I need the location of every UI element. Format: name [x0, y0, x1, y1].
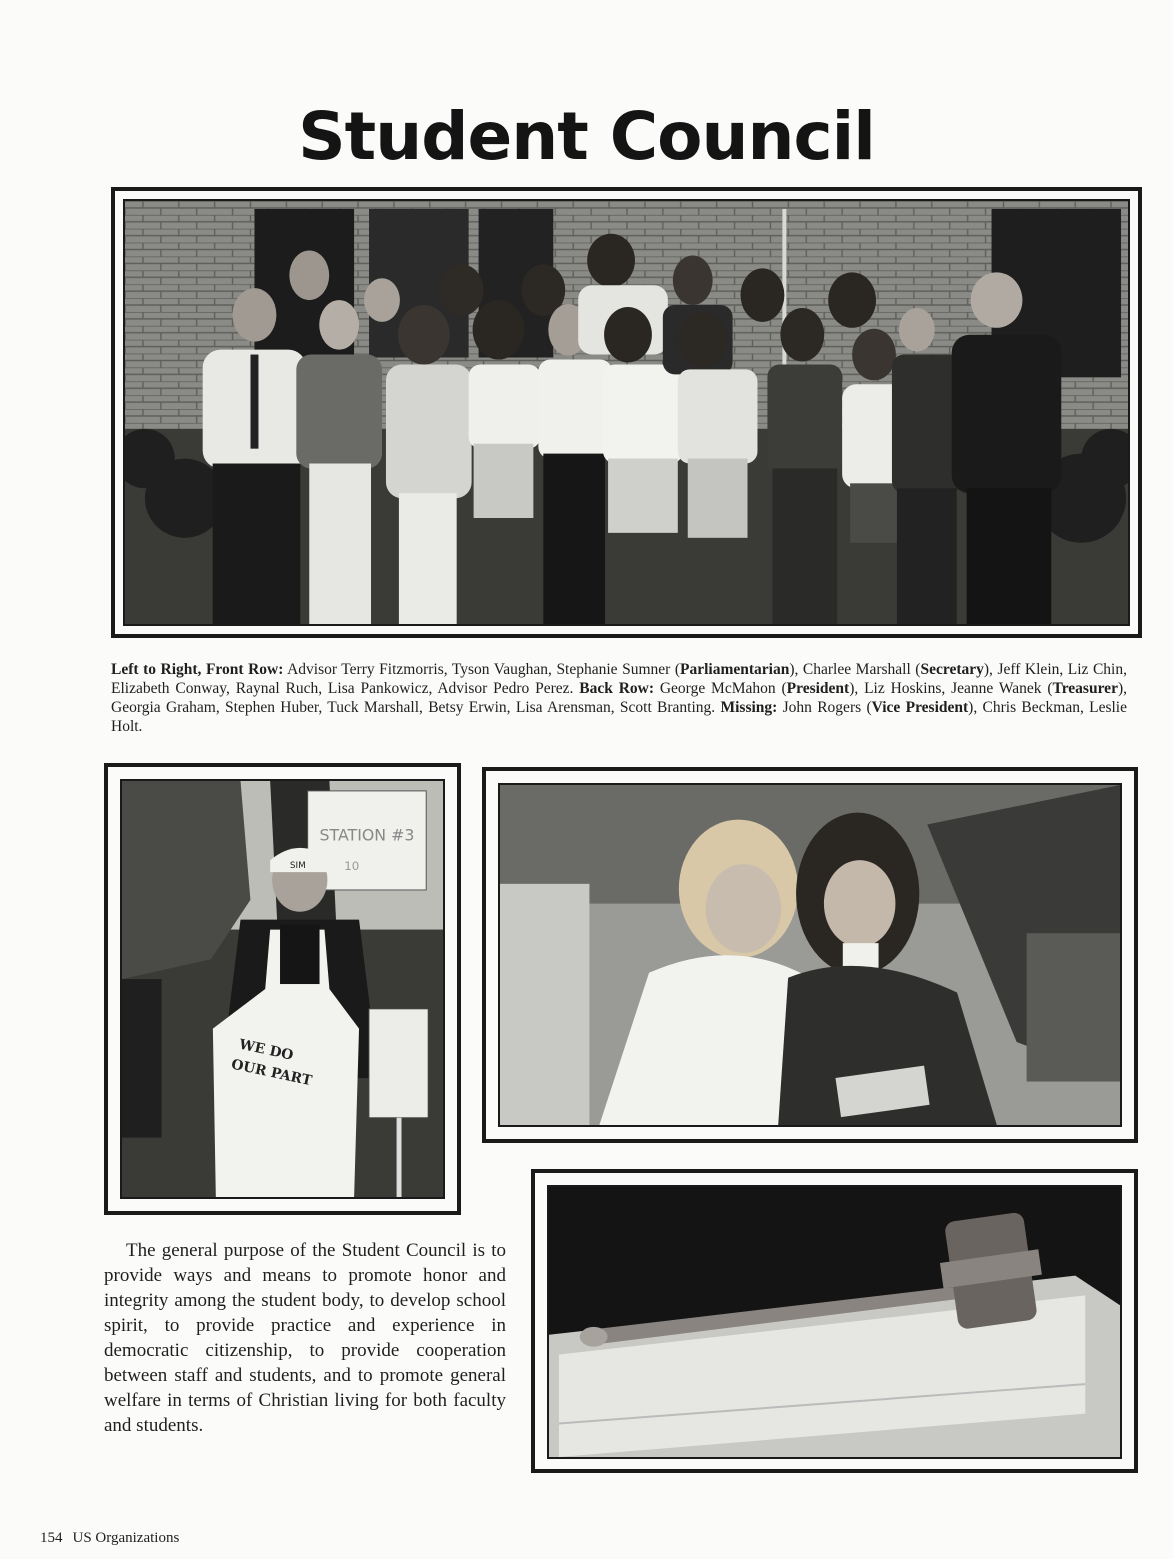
- cap-text: SIM: [289, 861, 306, 872]
- group-photo-frame: [111, 187, 1142, 638]
- caption-text: ), Charlee Marshall (: [789, 661, 921, 678]
- gavel-photo: [547, 1185, 1122, 1459]
- caption-back-row-text: George McMahon (: [654, 680, 787, 697]
- body-paragraph: The general purpose of the Student Council is to provide ways and means to promote honor and integrity among the student body, to develop school spirit, to provide practice and experience in democratic citizenship, to provide cooperation between staff and students, and to promote general welfare in terms of Christian living for both faculty and students.: [104, 1240, 506, 1436]
- caption-front-row-text: Advisor Terry Fitzmorris, Tyson Vaughan, Stephanie Sumner (: [283, 661, 681, 678]
- caption-text: ), Jeff Klein, Liz Chin, Elizabeth Conway, Raynal Ruch, Lisa Pankowicz, Advisor Pedro Perez.: [111, 661, 1127, 697]
- caption-missing-label: Missing:: [720, 699, 778, 716]
- section-name: US Organizations: [72, 1530, 180, 1546]
- caption-text: ), Liz Hoskins, Jeanne Wanek (: [849, 680, 1053, 697]
- gavel-photo-image: [549, 1187, 1120, 1457]
- sign-subtext: 10: [344, 859, 360, 874]
- page-title: Student Council: [298, 98, 875, 175]
- caption-text: ), Chris Beckman, Leslie Holt.: [111, 699, 1127, 735]
- caption-role: Treasurer: [1052, 680, 1118, 697]
- girls-photo-frame: [482, 767, 1138, 1143]
- caption-back-row-label: Back Row:: [579, 680, 655, 697]
- caption-text: ), Georgia Graham, Stephen Huber, Tuck Marshall, Betsy Erwin, Lisa Arensman, Scott Branting.: [111, 680, 1127, 716]
- group-photo: [123, 199, 1130, 626]
- apron-text-line2: OUR PART: [229, 1056, 314, 1090]
- caption-role: Parliamentarian: [680, 661, 790, 678]
- gavel-photo-frame: [531, 1169, 1138, 1473]
- group-photo-image: [125, 201, 1128, 624]
- caption-role: Secretary: [920, 661, 984, 678]
- caption-front-row-label: Left to Right, Front Row:: [111, 661, 284, 678]
- apron-text-line1: WE DO: [237, 1036, 295, 1064]
- station-photo-frame: [104, 763, 461, 1215]
- station-photo: [120, 779, 445, 1199]
- page-number: 154: [40, 1530, 63, 1546]
- sign-text: STATION #3: [319, 825, 415, 845]
- station-photo-image: [122, 781, 443, 1197]
- caption-missing-text: John Rogers (: [777, 699, 872, 716]
- group-photo-caption: [111, 660, 1127, 736]
- page-folio: [40, 1530, 189, 1547]
- girls-photo-image: [500, 785, 1120, 1125]
- caption-role: President: [786, 680, 850, 697]
- girls-photo: [498, 783, 1122, 1127]
- caption-role: Vice President: [871, 699, 969, 716]
